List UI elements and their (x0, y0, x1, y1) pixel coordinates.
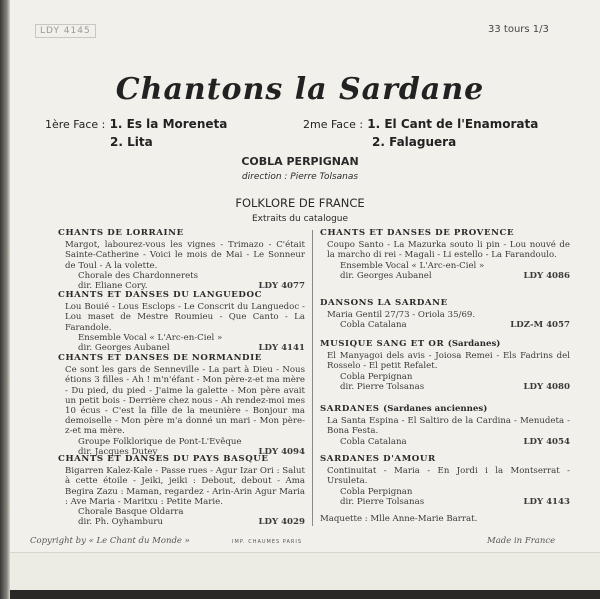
entry-reference: LDY 4094 (258, 446, 305, 457)
entry-title: CHANTS ET DANSES DU LANGUEDOC (58, 290, 263, 300)
side2-label: 2me Face : (303, 118, 364, 131)
entry-director: Cobla Catalana (340, 436, 407, 447)
side1 (45, 117, 227, 131)
entry-performer: Ensemble Vocal « L'Arc-en-Ciel » (340, 260, 485, 271)
entry-director-line (58, 517, 305, 527)
catalogue-entry (58, 290, 305, 353)
entry-heading (320, 454, 570, 464)
side2-track-1: 1. El Cant de l'Enamorata (367, 117, 539, 131)
entry-director-line (320, 382, 570, 392)
entry-tracks: La Santa Espina - El Saltiro de la Cardina - Menudeta - Bona Festa. (327, 416, 570, 437)
side1-track-1: 1. Es la Moreneta (109, 117, 228, 131)
sleeve-bottom-band (8, 552, 600, 590)
entry-reference: LDY 4143 (523, 496, 570, 507)
printer: IMP. CHAUMES PARIS (232, 539, 303, 545)
entry-reference: LDY 4077 (258, 281, 305, 292)
side1-label: 1ère Face : (45, 118, 106, 131)
entry-tracks: Coupo Santo - La Mazurka souto li pin - Lou nouvé de la marcho di rei - Magali - Li estello - La Farandoulo. (327, 240, 570, 261)
side2-track-2: 2. Falaguera (372, 135, 457, 149)
entry-heading (58, 290, 305, 300)
entry-performer: Groupe Folklorique de Pont-L'Evêque (78, 436, 242, 447)
catalogue-entry (58, 228, 305, 291)
entry-director-line (320, 437, 570, 447)
catalogue-entry (320, 228, 570, 281)
catalogue-entry (320, 339, 570, 392)
entry-title: SARDANES (320, 404, 380, 414)
entry-reference: LDY 4080 (523, 381, 570, 392)
entry-director: dir. Ph. Oyhamburu (78, 517, 164, 528)
side1-track-2: 2. Lita (110, 135, 153, 149)
catalogue-subtitle: Extraits du catalogue (251, 214, 349, 224)
entry-director-line (320, 497, 570, 507)
entry-reference: LDY 4141 (258, 343, 305, 354)
catalogue-entry (58, 353, 305, 457)
entry-title: SARDANES D'AMOUR (320, 454, 436, 464)
entry-tracks: Ce sont les gars de Senneville - La part à Dieu - Nous étions 3 filles - Ah ! m'n'éfant - Mon père-z-et ma mère - Du pied, du pied - J'aime la galette - Mon père avait un petit bois - Derrière chez nous - Ah rendez-moi mes 10 écus - C'est la fille de la meunière - Bonjour ma demoiselle - Mon père m'a donné un mari - Mon père-z-et ma mère. (65, 365, 305, 437)
entry-tracks: Lou Bouié - Lous Esclops - Le Conscrit du Languedoc - Lou maset de Mestre Roumieu - Que Canto - La Farandole. (65, 302, 305, 333)
entry-performer: Cobla Perpignan (340, 486, 413, 497)
made-in: Made in France (487, 536, 556, 546)
entry-title: CHANTS DE LORRAINE (58, 228, 184, 238)
entry-tracks: Maria Gentil 27/73 - Oriola 35/69. (327, 310, 476, 321)
catalogue-entry (320, 454, 570, 507)
catalogue-entry (320, 298, 570, 331)
entry-reference: LDY 4086 (523, 270, 570, 281)
entry-director-line (320, 271, 570, 281)
catalogue-entry (58, 454, 305, 527)
entry-tracks: El Manyagoi dels avis - Joiosa Remei - Els Fadrins del Rosselo - El petit Refalet. (327, 351, 570, 372)
entry-reference: LDZ-M 4057 (510, 320, 570, 331)
speed-label: 33 tours 1/3 (488, 24, 549, 35)
side2 (303, 117, 538, 131)
entry-director: dir. Jacques Dutey (78, 446, 158, 457)
entry-director: dir. Georges Aubanel (340, 270, 432, 281)
entry-tracks: Margot, labourez-vous les vignes - Trimazo - C'était Sainte-Catherine - Voici le mois de Mai - Le Sonneur de Toul - A la volette. (65, 240, 305, 271)
entry-reference: LDY 4054 (523, 436, 570, 447)
column-divider (312, 230, 313, 526)
entry-title: MUSIQUE SANG ET OR (320, 339, 445, 349)
entry-title: DANSONS LA SARDANE (320, 298, 448, 308)
catalogue-title: FOLKLORE DE FRANCE (235, 196, 365, 210)
entry-director: Cobla Catalana (340, 320, 407, 331)
entry-heading (320, 298, 570, 308)
entry-subtitle: (Sardanes anciennes) (383, 404, 488, 414)
entry-tracks: Continuitat - Maria - En Jordi i la Montserrat - Ursuleta. (327, 466, 570, 487)
entry-heading (58, 454, 305, 464)
entry-heading (320, 339, 570, 349)
performer: COBLA PERPIGNAN (241, 155, 359, 168)
entry-title: CHANTS ET DANSES DE PROVENCE (320, 228, 515, 238)
catalogue-entry (320, 404, 570, 447)
entry-director: dir. Pierre Tolsanas (340, 496, 425, 507)
entry-director-line (320, 320, 570, 330)
copyright: Copyright by « Le Chant du Monde » (30, 536, 190, 546)
maquette-credit: Maquette : Mlle Anne-Marie Barrat. (320, 514, 478, 524)
entry-director-line (58, 343, 305, 353)
entry-performer: Chorale Basque Oldarra (78, 507, 184, 518)
entry-heading (58, 353, 305, 363)
entry-performer: Chorale des Chardonnerets (78, 270, 199, 281)
entry-director: dir. Eliane Cory. (78, 281, 148, 292)
director: direction : Pierre Tolsanas (241, 172, 359, 182)
entry-performer: Ensemble Vocal « L'Arc-en-Ciel » (78, 332, 223, 343)
entry-title: CHANTS ET DANSES DE NORMANDIE (58, 353, 262, 363)
entry-subtitle: (Sardanes) (447, 339, 501, 349)
entry-director: dir. Georges Aubanel (78, 343, 170, 354)
entry-heading (58, 228, 305, 238)
entry-director: dir. Pierre Tolsanas (340, 381, 425, 392)
entry-heading (320, 404, 570, 414)
entry-tracks: Bigarren Kalez-Kale - Passe rues - Agur Izar Ori : Salut à cette étoile - Jeiki, jeiki : Debout, debout - Ama Begira Zazu : Maman, regardez - Arin-Arin Agur Maria : Ave Maria - Maritxu : Petite Marie. (65, 466, 305, 507)
entry-title: CHANTS ET DANSES DU PAYS BASQUE (58, 454, 269, 464)
entry-reference: LDY 4029 (258, 517, 305, 528)
catalog-number: LDY 4145 (35, 24, 96, 38)
entry-heading (320, 228, 570, 238)
entry-performer: Cobla Perpignan (340, 371, 413, 382)
album-title: Chantons la Sardane (115, 72, 485, 107)
